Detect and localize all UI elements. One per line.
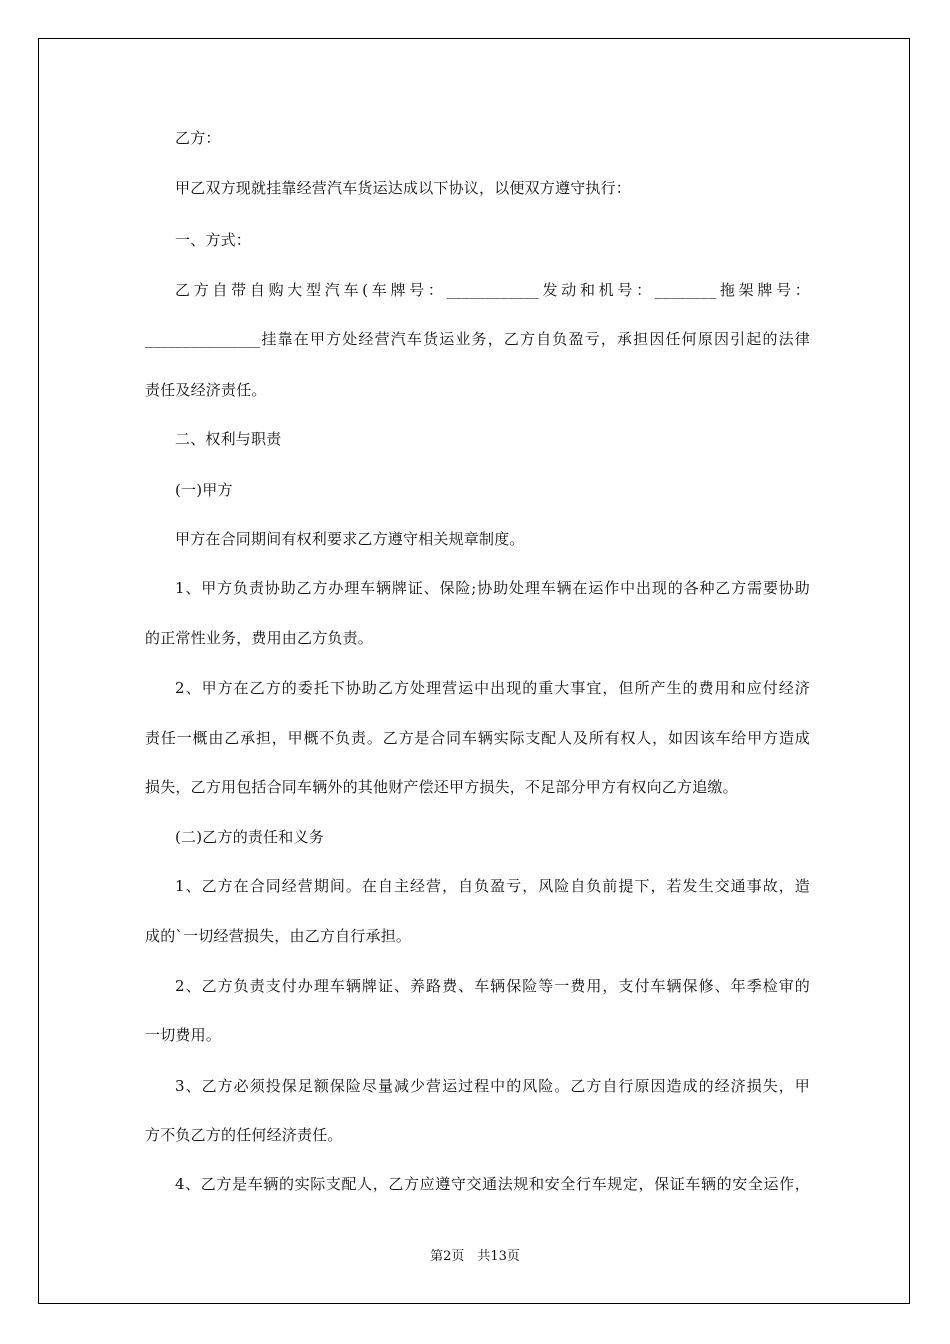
paragraph-line: 的正常性业务，费用由乙方负责。 — [145, 629, 374, 647]
page-frame — [38, 38, 910, 1304]
paragraph-line: 4、乙方是车辆的实际支配人，乙方应遵守交通法规和安全行车规定，保证车辆的安全运作， — [175, 1175, 810, 1193]
section-heading-rights: 二、权利与职责 — [175, 430, 282, 448]
page-number-footer: 第2页 共13页 — [430, 1249, 520, 1264]
party-b-label: 乙方： — [175, 129, 221, 147]
subsection-heading-party-a: (一)甲方 — [175, 481, 233, 499]
paragraph-line: 一切费用。 — [145, 1026, 222, 1044]
paragraph-line: 责任及经济责任。 — [145, 381, 267, 399]
paragraph-line: 1、甲方负责协助乙方办理车辆牌证、保险;协助处理车辆在运作中出现的各种乙方需要协助 — [175, 579, 810, 597]
paragraph-line: 1、乙方在合同经营期间。在自主经营，自负盈亏，风险自负前提下，若发生交通事故，造 — [175, 877, 810, 895]
paragraph-line: 2、甲方在乙方的委托下协助乙方处理营运中出现的重大事宜，但所产生的费用和应付经济 — [175, 679, 810, 697]
paragraph-line: 甲方在合同期间有权利要求乙方遵守相关规章制度。 — [175, 530, 525, 548]
agreement-intro: 甲乙双方现就挂靠经营汽车货运达成以下协议，以便双方遵守执行： — [175, 179, 632, 197]
paragraph-line: 乙方自带自购大型汽车(车牌号：____________发动和机号：________拖架牌号： — [175, 281, 810, 299]
paragraph-line: 成的`一切经营损失，由乙方自行承担。 — [145, 927, 412, 945]
paragraph-line: 2、乙方负责支付办理车辆牌证、养路费、车辆保险等一费用，支付车辆保修、年季检审的 — [175, 977, 810, 995]
paragraph-line: 3、乙方必须投保足额保险尽量减少营运过程中的风险。乙方自行原因造成的经济损失，甲 — [175, 1077, 810, 1095]
paragraph-line: 方不负乙方的任何经济责任。 — [145, 1126, 343, 1144]
subsection-heading-party-b: (二)乙方的责任和义务 — [175, 828, 324, 846]
section-heading-method: 一、方式： — [175, 231, 252, 249]
paragraph-line: _______________挂靠在甲方处经营汽车货运业务，乙方自负盈亏，承担因任何原因引起的法律 — [145, 330, 810, 348]
paragraph-line: 损失，乙方用包括合同车辆外的其他财产偿还甲方损失，不足部分甲方有权向乙方追缴。 — [145, 778, 738, 796]
paragraph-line: 责任一概由乙承担，甲概不负责。乙方是合同车辆实际支配人及所有权人，如因该车给甲方造成 — [145, 729, 810, 747]
